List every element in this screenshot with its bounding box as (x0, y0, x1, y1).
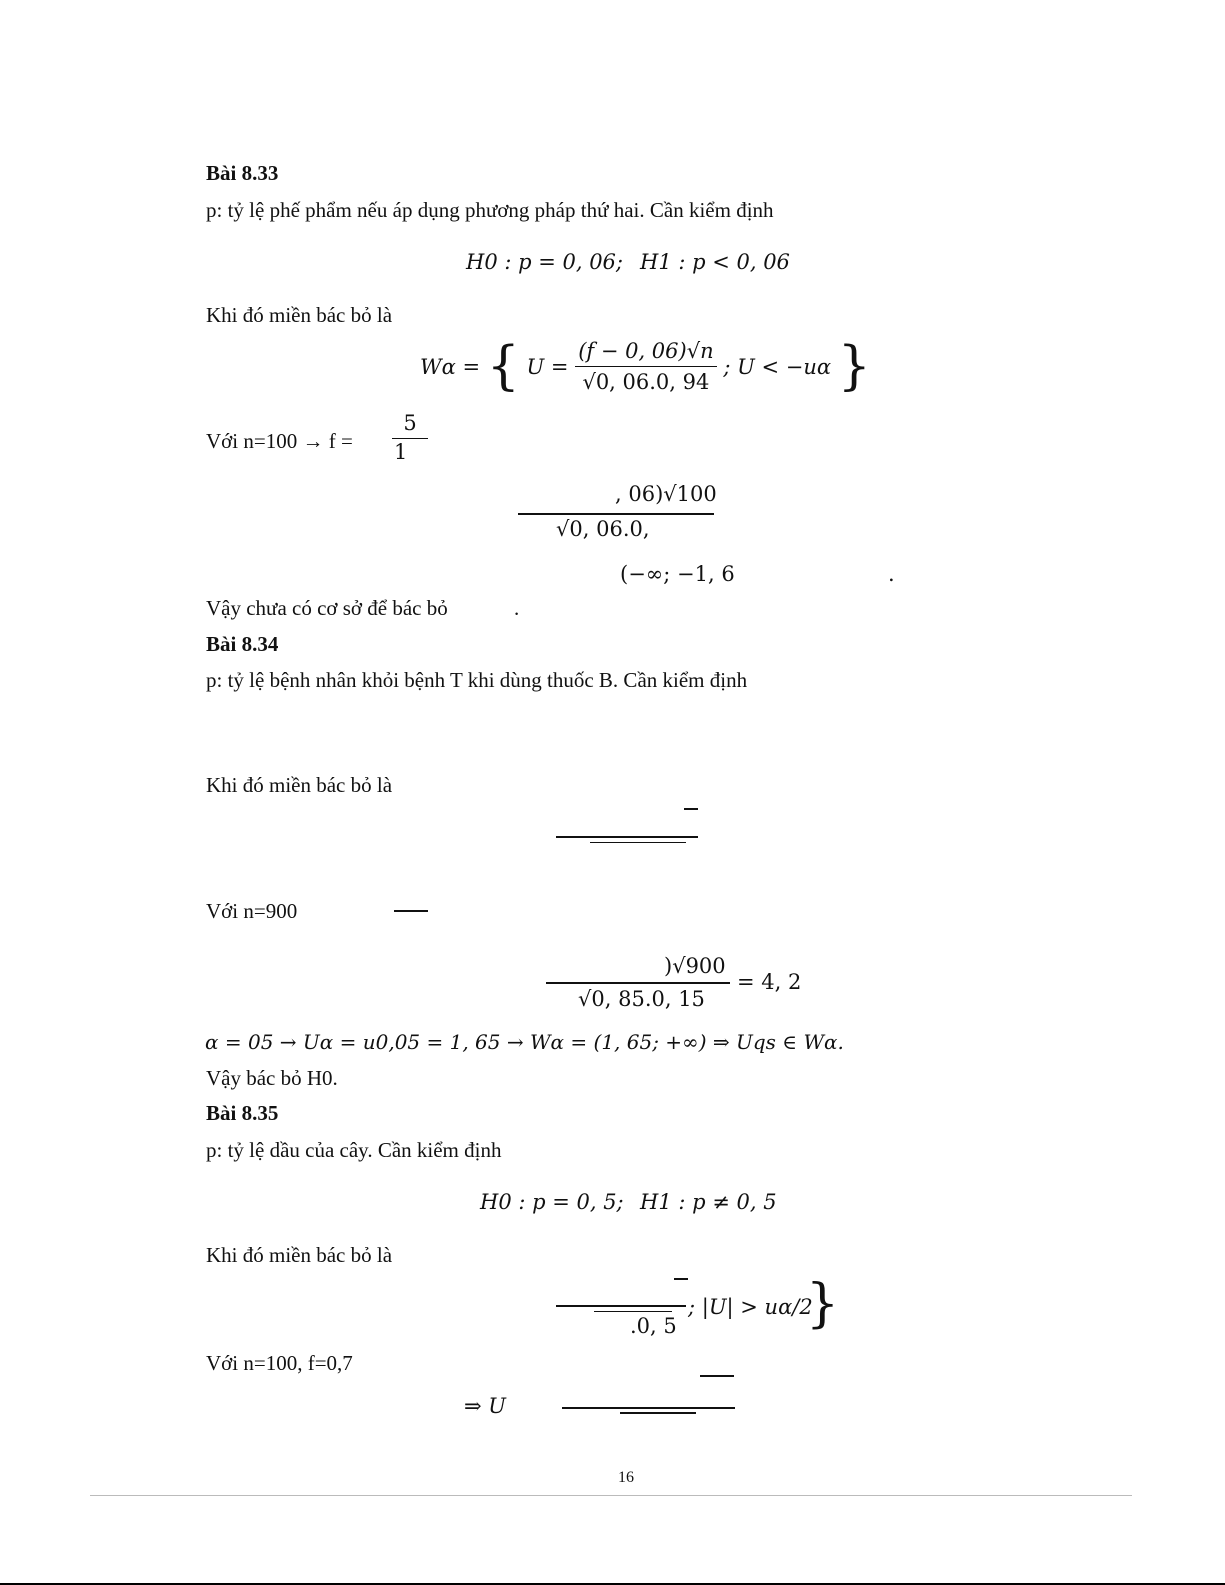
b835-fraction-bar (556, 1305, 686, 1307)
b834-calc-fraction-bar (546, 982, 730, 984)
b834-calc-result: = 4, 2 (737, 970, 802, 994)
b834-overline-mark (684, 808, 698, 810)
b833-statistic-fraction (575, 338, 716, 395)
b833-f-denominator: 1 (394, 440, 408, 464)
b834-fraction-bar (556, 836, 698, 838)
b835-f-fraction-bar (700, 1375, 734, 1377)
b833-statistic-denominator: √0, 06.0, 94 (582, 370, 710, 394)
b834-calc-denominator: √0, 85.0, 15 (578, 987, 705, 1011)
b833-hyp-h0: H0 : p = 0, 06; (466, 250, 623, 274)
left-brace-icon: { (486, 336, 520, 397)
b833-statistic-numerator: (f − 0, 06)√n (575, 338, 716, 367)
b833-conclusion-dot: . (514, 596, 520, 620)
b834-given: Với n=900 (206, 899, 298, 923)
b833-w-lhs: Wα = (420, 354, 481, 379)
b835-intro: p: tỷ lệ dầu của cây. Cần kiểm định (206, 1138, 502, 1162)
b833-interval: (−∞; −1, 6 (620, 562, 735, 586)
b833-conclusion: Vậy chưa có cơ sở để bác bỏ (206, 596, 448, 620)
b833-calc-fraction-bar (518, 513, 714, 515)
b833-hyp-h1: H1 : p < 0, 06 (640, 250, 790, 274)
b835-condition: ; |U| > uα/2 (688, 1295, 813, 1319)
b835-calc-fraction-bar (562, 1407, 735, 1409)
b834-conclusion: Vậy bác bỏ H0. (206, 1066, 338, 1090)
b835-implies: ⇒ U (464, 1394, 506, 1418)
b835-given: Với n=100, f=0,7 (206, 1351, 353, 1375)
b833-given-text: Với n=100 → f = (206, 429, 353, 453)
page-number: 16 (618, 1469, 634, 1486)
b835-overline-mark (674, 1278, 688, 1280)
b834-title: Bài 8.34 (206, 632, 279, 656)
b833-calc-denominator: √0, 06.0, (556, 517, 650, 541)
b835-denominator: .0, 5 (630, 1314, 677, 1338)
b835-hyp-h0: H0 : p = 0, 5; (480, 1190, 624, 1214)
b835-hyp-h1: H1 : p ≠ 0, 5 (640, 1190, 777, 1214)
b833-calc-numerator: , 06)√100 (615, 482, 717, 506)
b834-sqrt-bar (590, 842, 686, 843)
b834-calc-numerator: )√900 (664, 954, 726, 978)
b833-reject-intro: Khi đó miền bác bỏ là (206, 303, 393, 327)
b833-rejection-region (420, 338, 871, 402)
b834-alpha-line: α = 05 → Uα = u0,05 = 1, 65 → Wα = (1, 65; +∞) ⇒ Uqs ∈ Wα. (205, 1030, 844, 1054)
b833-f-numerator: 5 (392, 410, 428, 439)
b833-f-fraction (392, 410, 428, 465)
right-brace-icon: } (806, 1274, 840, 1334)
b834-reject-intro: Khi đó miền bác bỏ là (206, 773, 393, 797)
b834-intro: p: tỷ lệ bệnh nhân khỏi bệnh T khi dùng thuốc B. Cần kiểm định (206, 668, 748, 692)
b834-f-fraction-bar (394, 910, 428, 912)
footer-divider (90, 1495, 1132, 1496)
b833-given (206, 428, 353, 454)
b835-reject-intro: Khi đó miền bác bỏ là (206, 1243, 393, 1267)
b833-condition: ; U < −uα (723, 354, 832, 379)
b833-intro: p: tỷ lệ phế phẩm nếu áp dụng phương pháp thứ hai. Cần kiểm định (206, 198, 774, 222)
right-brace-icon: } (837, 336, 871, 397)
b833-title: Bài 8.33 (206, 161, 279, 185)
b833-interval-dot: . (888, 562, 895, 586)
b833-u-lhs: U = (526, 354, 569, 379)
b835-sqrt-bar-2 (620, 1412, 696, 1414)
b835-title: Bài 8.35 (206, 1101, 279, 1125)
